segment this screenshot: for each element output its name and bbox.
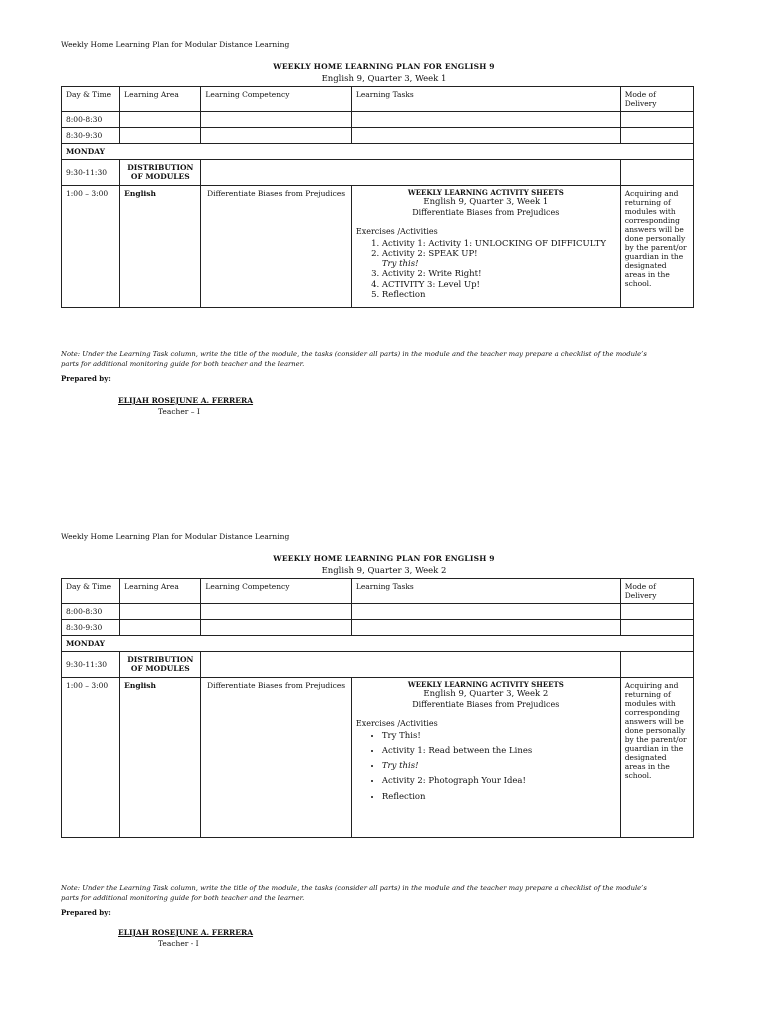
- page-header: Weekly Home Learning Plan for Modular Distance Learning: [61, 40, 290, 49]
- tasks-week: English 9, Quarter 3, Week 1: [423, 197, 549, 208]
- learning-area: English: [120, 678, 201, 838]
- time-slot: 9:30-11:30: [62, 160, 120, 186]
- time-slot: 8:00-8:30: [62, 112, 120, 128]
- distribution-label: DISTRIBUTION OF MODULES: [120, 652, 201, 678]
- tasks-week: English 9, Quarter 3, Week 2: [423, 689, 549, 700]
- tasks-topic: Differentiate Biases from Prejudices: [412, 699, 560, 709]
- task-item: 3. Activity 2: Write Right!: [382, 269, 616, 279]
- day-label: MONDAY: [62, 636, 694, 652]
- teacher-name: ELIJAH ROSEJUNE A. FERRERA: [118, 928, 254, 937]
- time-slot: 9:30-11:30: [62, 652, 120, 678]
- mode-of-delivery: Acquiring and returning of modules with corresponding answers will be done personally by the parent/or guardian in the designated areas in the school.: [620, 186, 693, 308]
- learning-tasks: [351, 678, 620, 838]
- table-row: [62, 678, 694, 838]
- note: Note: Under the Learning Task column, write the title of the module, the tasks (consider all parts) in the module and the teacher may prepare a checklist of the module’s parts for additional monitoring guide for both teacher and the learner.: [61, 884, 647, 902]
- teacher-role: Teacher - I: [158, 939, 199, 948]
- task-item: • Activity 2: Photograph Your Idea!: [382, 776, 616, 786]
- page-header: Weekly Home Learning Plan for Modular Distance Learning: [61, 532, 290, 541]
- day-label: MONDAY: [62, 144, 694, 160]
- col-learning-tasks: Learning Tasks: [351, 87, 620, 112]
- plan-subtitle: English 9, Quarter 3, Week 2: [321, 566, 447, 576]
- note: Note: Under the Learning Task column, write the title of the module, the tasks (consider all parts) in the module and the teacher may prepare a checklist of the module’s parts for additional monitoring guide for both teacher and the learner.: [61, 350, 647, 368]
- plan-title: WEEKLY HOME LEARNING PLAN FOR ENGLISH 9: [273, 62, 495, 71]
- learning-tasks: [351, 186, 620, 308]
- table-row: [62, 128, 694, 144]
- mode-of-delivery: Acquiring and returning of modules with corresponding answers will be done personally by the parent/or guardian in the designated areas in the school.: [620, 678, 693, 838]
- prepared-by-label: Prepared by:: [61, 374, 111, 383]
- table-row: [62, 160, 694, 186]
- prepared-by-label: Prepared by:: [61, 908, 111, 917]
- table-row: [62, 144, 694, 160]
- table-row: [62, 112, 694, 128]
- teacher-name: ELIJAH ROSEJUNE A. FERRERA: [118, 396, 254, 405]
- tasks-topic: Differentiate Biases from Prejudices: [412, 207, 560, 217]
- tasks-label: Exercises /Activities: [355, 719, 438, 729]
- tasks-title: WEEKLY LEARNING ACTIVITY SHEETS: [407, 188, 564, 197]
- time-slot: 1:00 – 3:00: [62, 678, 120, 838]
- learning-plan-table: [61, 578, 694, 838]
- tasks-title: WEEKLY LEARNING ACTIVITY SHEETS: [407, 680, 564, 689]
- time-slot: 8:30-9:30: [62, 128, 120, 144]
- col-learning-area: Learning Area: [120, 579, 201, 604]
- col-mode-of-delivery: Mode of Delivery: [620, 87, 693, 112]
- table-header-row: [62, 87, 694, 112]
- task-item: 2. Activity 2: SPEAK UP! Try this!: [382, 249, 616, 269]
- tasks-label: Exercises /Activities: [355, 227, 438, 237]
- learning-plan-table: [61, 86, 694, 308]
- col-learning-competency: Learning Competency: [201, 87, 351, 112]
- task-item: • Try this!: [382, 761, 616, 771]
- task-item: 5. Reflection: [382, 290, 616, 300]
- col-learning-competency: Learning Competency: [201, 579, 351, 604]
- col-day-time: Day & Time: [62, 87, 120, 112]
- learning-competency: Differentiate Biases from Prejudices: [201, 678, 351, 838]
- try-this-label: Try this!: [381, 259, 419, 270]
- learning-area: English: [120, 186, 201, 308]
- learning-competency: Differentiate Biases from Prejudices: [201, 186, 351, 308]
- distribution-label: DISTRIBUTION OF MODULES: [120, 160, 201, 186]
- table-row: [62, 636, 694, 652]
- time-slot: 8:30-9:30: [62, 620, 120, 636]
- table-row: [62, 620, 694, 636]
- col-day-time: Day & Time: [62, 579, 120, 604]
- plan-title: WEEKLY HOME LEARNING PLAN FOR ENGLISH 9: [273, 554, 495, 563]
- task-item: 4. ACTIVITY 3: Level Up!: [382, 280, 616, 290]
- col-learning-area: Learning Area: [120, 87, 201, 112]
- table-row: [62, 186, 694, 308]
- plan-subtitle: English 9, Quarter 3, Week 1: [321, 74, 447, 84]
- task-item: 1. Activity 1: Activity 1: UNLOCKING OF DIFFICULTY: [382, 239, 616, 249]
- task-item: • Reflection: [382, 792, 616, 802]
- time-slot: 8:00-8:30: [62, 604, 120, 620]
- teacher-role: Teacher – I: [158, 407, 200, 416]
- table-row: [62, 604, 694, 620]
- col-mode-of-delivery: Mode of Delivery: [620, 579, 693, 604]
- table-row: [62, 652, 694, 678]
- time-slot: 1:00 – 3:00: [62, 186, 120, 308]
- col-learning-tasks: Learning Tasks: [351, 579, 620, 604]
- task-item: • Try This!: [382, 731, 616, 741]
- task-item: • Activity 1: Read between the Lines: [382, 746, 616, 756]
- table-header-row: [62, 579, 694, 604]
